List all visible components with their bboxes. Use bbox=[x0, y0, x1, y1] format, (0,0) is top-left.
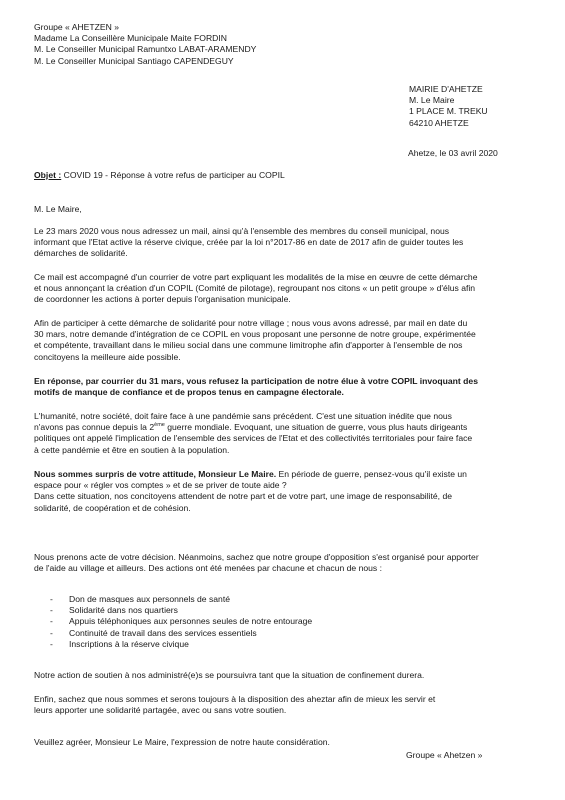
paragraph-line bbox=[34, 422, 534, 433]
paragraph-line: espace pour « régler vos comptes » et de se priver de toute aide ? bbox=[34, 480, 287, 491]
sender-line: Madame La Conseillère Municipale Maite FORDIN bbox=[34, 33, 227, 44]
paragraph-line: leurs apporter une solidarité partagée, avec ou sans votre soutien. bbox=[34, 705, 287, 716]
paragraph-line: politiques ont appelé l'implication de l'ensemble des services de l'Etat et des collectivités territoriales pour faire face bbox=[34, 433, 473, 444]
paragraph-line: En réponse, par courrier du 31 mars, vous refusez la participation de notre élue à votre COPIL invoquant des bbox=[34, 376, 478, 386]
paragraph-line: motifs de manque de confiance et de propos tenus en campagne électorale. bbox=[34, 387, 344, 398]
letter-date: Ahetze, le 03 avril 2020 bbox=[408, 148, 498, 158]
list-item bbox=[50, 605, 312, 616]
paragraph-line: Afin de participer à cette démarche de solidarité pour notre village ; nous vous avons adressé, par mail en date du bbox=[34, 318, 468, 328]
paragraph-2 bbox=[34, 272, 534, 306]
paragraph-line: Enfin, sachez que nous sommes et serons toujours à la disposition des aheztar afin de mieux les servir et bbox=[34, 694, 436, 704]
list-item-text: Don de masques aux personnels de santé bbox=[69, 594, 230, 604]
actions-list bbox=[50, 594, 312, 650]
paragraph-line: démarches de solidarité. bbox=[34, 248, 128, 259]
sender-block bbox=[34, 22, 256, 67]
list-dash: - bbox=[50, 605, 53, 616]
paragraph-line: solidarité, de coopération et de cohésion. bbox=[34, 502, 191, 513]
paragraph-line: et nous annonçant la création d'un COPIL (Comité de pilotage), regroupant nos citons « un petit groupe » d'élus afin bbox=[34, 283, 476, 294]
subject-line bbox=[34, 170, 285, 181]
list-dash: - bbox=[50, 594, 53, 604]
paragraph-line: Le 23 mars 2020 vous nous adressez un mail, ainsi qu'à l'ensemble des membres du conseil municipal, nous bbox=[34, 226, 450, 236]
subject-text: COVID 19 - Réponse à votre refus de participer au COPIL bbox=[61, 170, 285, 180]
list-dash: - bbox=[50, 616, 53, 627]
paragraph-9 bbox=[34, 694, 534, 716]
paragraph-line: de l'aide au village et ailleurs. Des actions ont été menées par chacune et chacun de nous : bbox=[34, 563, 382, 574]
paragraph-line: 30 mars, notre demande d'intégration de ce COPIL en vous proposant une personne de notre groupe, expérimentée bbox=[34, 329, 476, 340]
list-item bbox=[50, 616, 312, 627]
paragraph-line: de coordonner les actions à porter depuis l'organisation municipale. bbox=[34, 294, 291, 305]
sender-line: Groupe « AHETZEN » bbox=[34, 22, 120, 32]
paragraph-1 bbox=[34, 226, 534, 260]
paragraph-8 bbox=[34, 670, 534, 681]
list-item-text: Appuis téléphoniques aux personnes seules de notre entourage bbox=[69, 616, 313, 627]
paragraph-text: guerre mondiale. Evoquant, une situation de guerre, vous plus hauts dirigeants bbox=[164, 422, 468, 433]
paragraph-line: à cette pandémie et être en soutien à la population. bbox=[34, 444, 230, 455]
subject-label: Objet : bbox=[34, 170, 62, 180]
list-item-text: Continuité de travail dans des services essentiels bbox=[69, 627, 257, 638]
list-item-text: Solidarité dans nos quartiers bbox=[69, 605, 178, 616]
paragraph-10 bbox=[34, 737, 534, 748]
paragraph-5 bbox=[34, 411, 534, 456]
list-item bbox=[50, 628, 312, 639]
recipient-line: MAIRIE D'AHETZE bbox=[409, 84, 483, 94]
recipient-block bbox=[409, 84, 488, 129]
paragraph-line: Veuillez agréer, Monsieur Le Maire, l'expression de notre haute considération. bbox=[34, 737, 330, 747]
paragraph-4 bbox=[34, 376, 534, 398]
paragraph-text: En période de guerre, pensez-vous qu'il existe un bbox=[276, 469, 467, 479]
recipient-line: 64210 AHETZE bbox=[409, 117, 469, 128]
paragraph-line bbox=[34, 469, 534, 480]
ordinal-superscript: ème bbox=[154, 422, 165, 429]
recipient-line: 1 PLACE M. TREKU bbox=[409, 106, 488, 117]
sender-line: M. Le Conseiller Municipal Ramuntxo LABAT-ARAMENDY bbox=[34, 44, 257, 55]
paragraph-line: Nous prenons acte de votre décision. Néanmoins, sachez que notre groupe d'opposition s'est organisé pour apporter bbox=[34, 552, 479, 562]
paragraph-line: concitoyens la meilleure aide possible. bbox=[34, 351, 181, 362]
paragraph-line: L'humanité, notre société, doit faire face à une pandémie sans précédent. C'est une situation inédite que nous bbox=[34, 411, 452, 421]
paragraph-line: Notre action de soutien à nos administré(e)s se poursuivra tant que la situation de confinement durera. bbox=[34, 670, 425, 680]
sender-line: M. Le Conseiller Municipal Santiago CAPENDEGUY bbox=[34, 55, 234, 66]
paragraph-line: Dans cette situation, nos concitoyens attendent de notre part et de votre part, une image de responsabilité, de bbox=[34, 491, 453, 502]
paragraph-line: Ce mail est accompagné d'un courrier de votre part expliquant les modalités de la mise en œuvre de cette démarche bbox=[34, 272, 478, 282]
paragraph-7 bbox=[34, 552, 534, 574]
list-item bbox=[50, 639, 312, 650]
paragraph-line: informant que l'Etat active la réserve civique, créée par la loi n°2017-86 en date de 2017 afin de guider toutes les bbox=[34, 237, 464, 248]
emphasis-text: Nous sommes surpris de votre attitude, Monsieur Le Maire. bbox=[34, 469, 277, 479]
paragraph-6 bbox=[34, 469, 534, 514]
signature: Groupe « Ahetzen » bbox=[406, 750, 483, 760]
list-item bbox=[50, 594, 312, 605]
list-item-text: Inscriptions à la réserve civique bbox=[69, 638, 189, 649]
list-dash: - bbox=[50, 638, 53, 649]
paragraph-line: et compétente, travaillant dans le milieu social dans une commune limitrophe afin d'apporter à l'ensemble de nos bbox=[34, 340, 463, 351]
salutation: M. Le Maire, bbox=[34, 204, 82, 214]
list-dash: - bbox=[50, 627, 53, 638]
paragraph-text: n'avons pas connue depuis la 2 bbox=[34, 422, 155, 433]
recipient-line: M. Le Maire bbox=[409, 95, 455, 106]
paragraph-3 bbox=[34, 318, 534, 363]
